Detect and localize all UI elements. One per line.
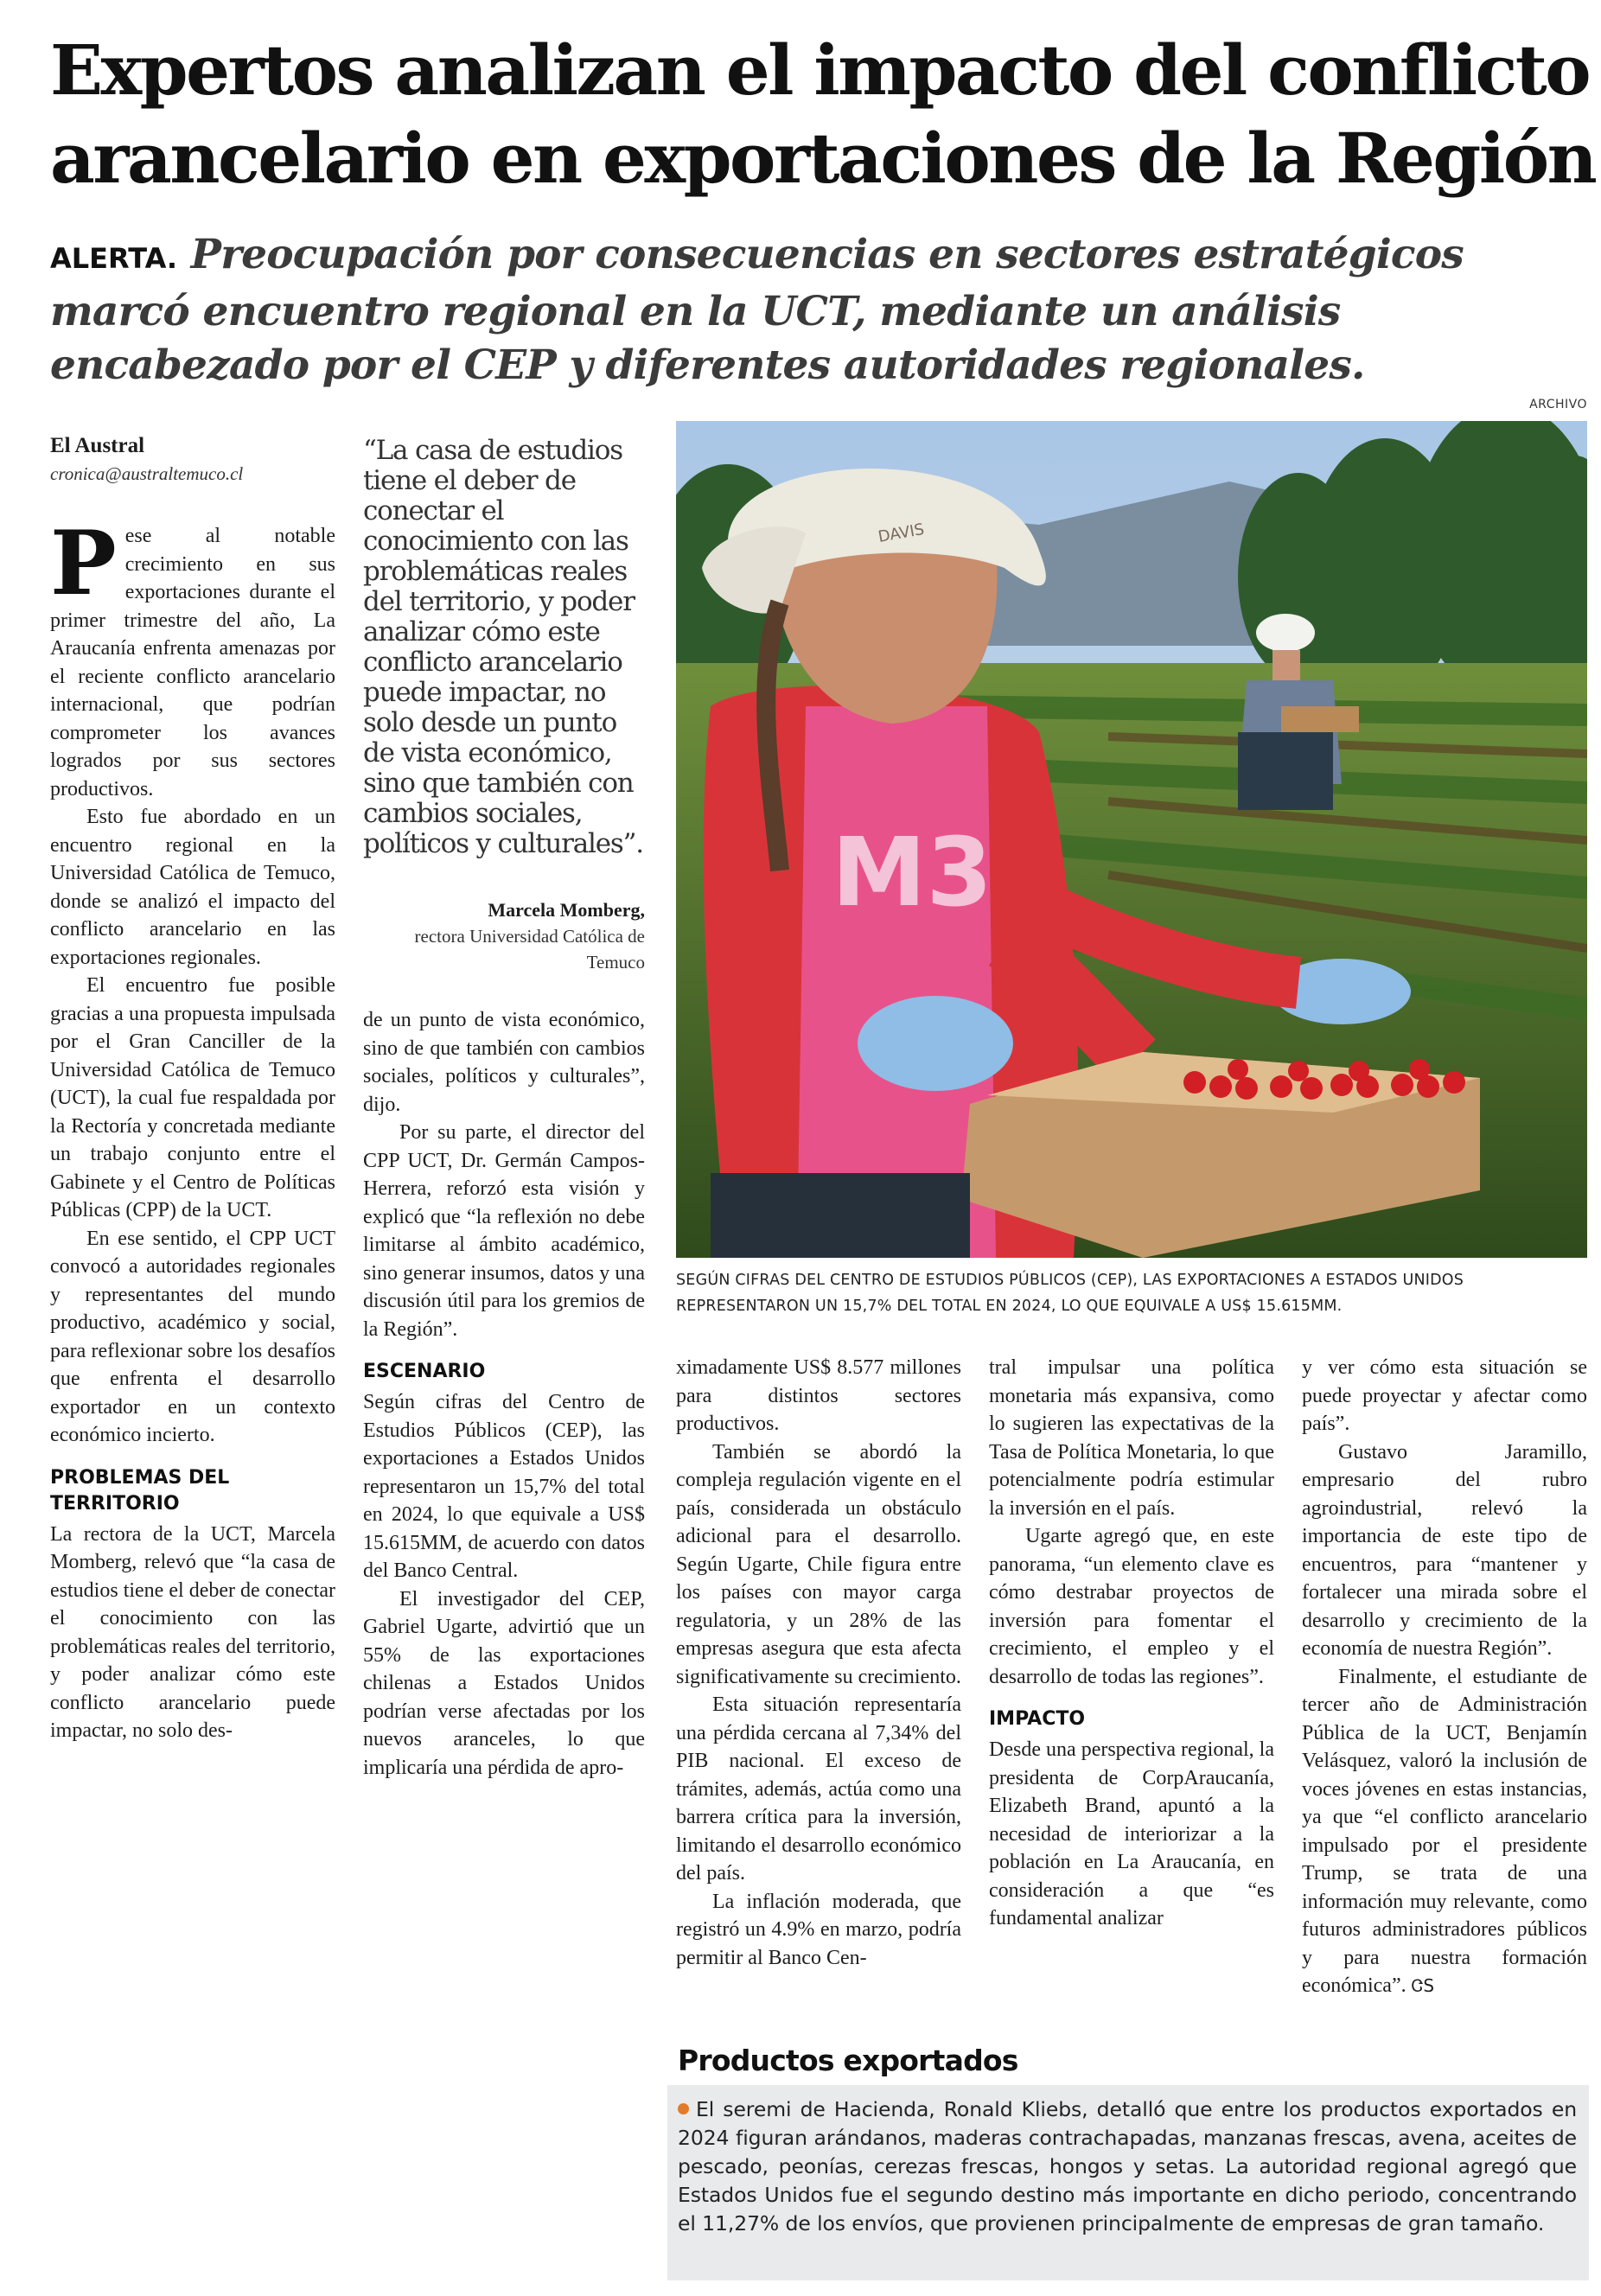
subhead-escenario: ESCENARIO <box>363 1361 486 1382</box>
drop-cap: P <box>50 512 117 615</box>
photo-caption: SEGÚN CIFRAS DEL CENTRO DE ESTUDIOS PÚBLICOS (CEP), LAS EXPORTACIONES A ESTADOS UNIDOS REPRESENTARON UN 15,7% DEL TOTAL EN 2024, LO QUE EQUIVALE A US$ 15.615MM. <box>676 1272 1464 1315</box>
shirt-print: M3 <box>832 817 993 928</box>
pull-quote: “La casa de estudios tiene el deber de conectar el conocimiento con las problemáticas reales del territorio, y poder analizar cómo este conflicto arancelario puede impactar, no solo desde un punto de vista económico, sino que también con cambios sociales, políticos y culturales”. <box>363 435 643 859</box>
photo-illustration <box>676 421 1587 1258</box>
body-paragraph: Según cifras del Centro de Estudios Públicos (CEP), las exportaciones a Estados Unidos representaron un 15,7% del total en 2024, lo que equivale a US$ 15.615MM, de acuerdo con datos del Banco Central. <box>363 1391 645 1582</box>
deck-text: Preocupación por consecuencias en sectores estratégicos marcó encuentro regional en la UCT, mediante un análisis encabezado por el CEP y diferentes autoridades regionales. <box>50 231 1464 389</box>
deck <box>50 228 1537 392</box>
headline <box>50 26 1596 202</box>
body-paragraph: Ugarte agregó que, en este panorama, “un elemento clave es cómo destrabar proyectos de inversión para fomentar el crecimiento, el empleo y el desarrollo de todas las regiones”. <box>989 1525 1274 1688</box>
subhead-impacto: IMPACTO <box>989 1708 1086 1730</box>
pull-quote-role: rectora Universidad Católica de Temuco <box>414 926 645 973</box>
body-paragraph: tral impulsar una política monetaria más expansiva, como lo sugieren las expectativas de la Tasa de Política Monetaria, lo que potencialmente podría estimular la inversión en el país. <box>989 1356 1274 1520</box>
body-paragraph: y ver cómo esta situación se puede proyectar y afectar como país”. <box>1302 1356 1587 1435</box>
article-column-3 <box>676 1354 961 1972</box>
body-paragraph: También se abordó la compleja regulación vigente en el país, considerada un obstáculo adicional para el desarrollo. Según Ugarte, Chile figura entre los países con mayor carga regulatoria, y un 28% de las empresas asegura que esta afecta significativamente su crecimiento. <box>676 1440 961 1688</box>
body-paragraph: Gustavo Jaramillo, empresario del rubro agroindustrial, relevó la importancia de este tipo de encuentros, para “mantener y fortalecer una mirada sobre el desarrollo y crecimiento de la economía de nuestra Región”. <box>1302 1440 1587 1660</box>
body-paragraph: Desde una perspectiva regional, la presidenta de CorpAraucanía, Elizabeth Brand, apuntó a la necesidad de interiorizar a la población en La Araucanía, en consideración a que “es fundamental analizar <box>989 1738 1274 1929</box>
photo-credit: ARCHIVO <box>1529 398 1587 411</box>
body-paragraph: Pese al notable crecimiento en sus exportaciones durante el primer trimestre del año, La Araucanía enfrenta amenazas por el reciente conflicto arancelario internacional, que podrían comprometer los avances logrados por sus sectores productivos. <box>50 512 335 800</box>
body-paragraph: Por su parte, el director del CPP UCT, Dr. Germán Campos-Herrera, reforzó esta visión y explicó que “la reflexión no debe limitarse al ámbito académico, sino generar insumos, datos y una discusión útil para los gremios de la Región”. <box>363 1121 645 1341</box>
body-paragraph: Esto fue abordado en un encuentro regional en la Universidad Católica de Temuco, donde se analizó el impacto del conflicto arancelario en las exportaciones regionales. <box>50 806 335 969</box>
article-photo <box>676 421 1587 1258</box>
end-mark: ᏣS <box>1411 1975 1435 1996</box>
body-paragraph: El encuentro fue posible gracias a una propuesta impulsada por el Gran Canciller de la Universidad Católica de Temuco (UCT), la cual fue respaldada por la Rectoría y concretada mediante un trabajo conjunto entre el Gabinete y el Centro de Políticas Públicas (CPP) de la UCT. <box>50 974 335 1221</box>
body-paragraph: El investigador del CEP, Gabriel Ugarte, advirtió que un 55% de las exportaciones chilenas a Estados Unidos podrían verse afectadas por los nuevos aranceles, lo que implicaría una pérdida de apro- <box>363 1587 645 1779</box>
pull-quote-author: Marcela Momberg, <box>488 899 645 921</box>
sidebar-title: Productos exportados <box>678 2044 1018 2077</box>
article-column-1 <box>50 512 335 1745</box>
headline-line-1: Expertos analizan el impacto del conflicto <box>50 29 1590 111</box>
body-paragraph: ximadamente US$ 8.577 millones para distintos sectores productivos. <box>676 1356 961 1435</box>
byline-name: El Austral <box>50 434 145 457</box>
headline-line-2: arancelario en exportaciones de la Región <box>50 118 1596 199</box>
deck-kicker: ALERTA. <box>50 242 178 275</box>
article-column-5 <box>1302 1354 1587 2000</box>
cap-print: DAVIS <box>877 520 926 546</box>
article-column-4 <box>989 1354 1274 1933</box>
body-paragraph: En ese sentido, el CPP UCT convocó a autoridades regionales y representantes del mundo productivo, académico y social, para reflexionar sobre los desafíos que enfrenta el desarrollo exportador en un contexto económico incierto. <box>50 1227 335 1446</box>
sidebar-text: El seremi de Hacienda, Ronald Kliebs, detalló que entre los productos exportados en 2024 figuran arándanos, maderas contrachapadas, manzanas frescas, avena, aceites de pescado, peonías, cerezas frescas, hongos y setas. La autoridad regional agregó que Estados Unidos fue el segundo destino más importante en dicho periodo, concentrando el 11,27% de los envíos, que provienen principalmente de empresas de gran tamaño. <box>678 2097 1577 2235</box>
body-paragraph: La rectora de la UCT, Marcela Momberg, relevó que “la casa de estudios tiene el deber de conectar el conocimiento con las problemáticas reales del territorio, y poder analizar cómo este conflicto arancelario puede impactar, no solo des- <box>50 1522 335 1742</box>
body-paragraph: de un punto de vista económico, sino de que también con cambios sociales, políticos y culturales”, dijo. <box>363 1009 645 1116</box>
body-paragraph: Finalmente, el estudiante de tercer año de Administración Pública de la UCT, Benjamín Velásquez, valoró la inclusión de voces jóvenes en estas instancias, ya que “el conflicto arancelario impulsado por el presidente Trump, se trata de una información muy relevante, como futuros administradores públicos y para nuestra formación económica”. ᏣS <box>1302 1665 1587 1997</box>
body-paragraph: La inflación moderada, que registró un 4.9% en marzo, podría permitir al Banco Cen- <box>676 1890 961 1969</box>
body-paragraph: Esta situación representaría una pérdida cercana al 7,34% del PIB nacional. El exceso de trámites, además, actúa como una barrera crítica para la inversión, limitando el desarrollo económico del país. <box>676 1693 961 1885</box>
byline-email: cronica@australtemuco.cl <box>50 463 244 484</box>
subhead-problemas: PROBLEMAS DEL TERRITORIO <box>50 1466 230 1515</box>
article-column-2 <box>363 1006 645 1782</box>
bullet-icon <box>678 2103 689 2114</box>
